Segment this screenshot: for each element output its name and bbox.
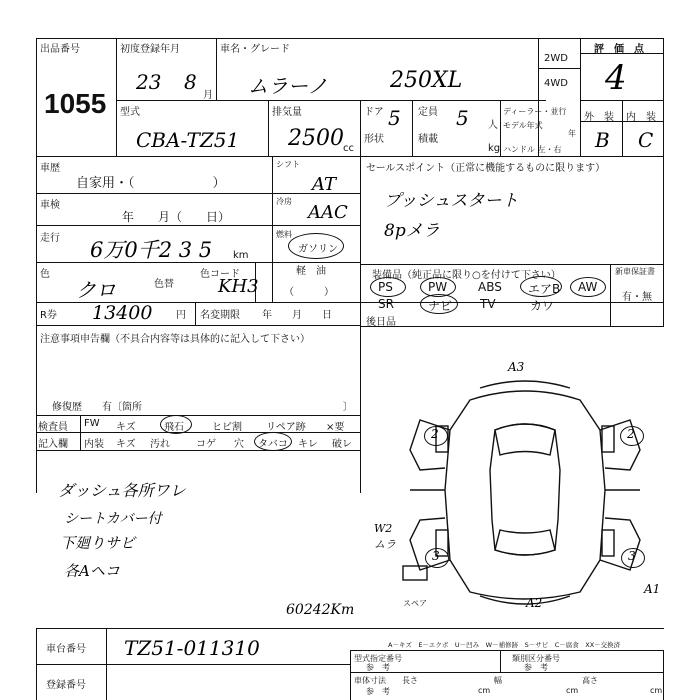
diagram-label-w2: W2 [374, 522, 393, 535]
model-code: CBA-TZ51 [136, 128, 240, 152]
line-equipment [360, 264, 664, 265]
vline-score [580, 38, 581, 156]
vline-model [268, 100, 269, 156]
circle-aw [570, 277, 606, 297]
circle-airbag [520, 276, 562, 297]
yen-unit: 円 [176, 310, 186, 321]
rear-seat-label: 後日品 [366, 317, 396, 328]
disp-label: 排気量 [272, 107, 302, 118]
diagram-label-a1: A1 [644, 582, 661, 596]
height-cm: cm [650, 686, 663, 695]
insp-r2-0: キズ [116, 439, 136, 450]
score-label: 評 価 点 [594, 44, 644, 55]
load-label: 積載 [418, 134, 438, 145]
displacement: 2500 [288, 126, 344, 151]
vline-middle [360, 156, 361, 493]
capacity-label: 定員 [418, 107, 438, 118]
insp-r2-1: 汚れ [150, 439, 170, 450]
circle-tobacco [254, 432, 292, 451]
vline-bottom-left [36, 628, 37, 700]
insp-fw: FW [84, 418, 100, 429]
capacity-value: 5 [456, 106, 469, 130]
equipment-label: 装備品（純正品に限り○を付けて下さい） [372, 270, 561, 281]
color-value: クロ [76, 278, 116, 302]
equip-sr: SR [378, 297, 394, 311]
cc-unit: cc [343, 143, 354, 154]
warranty-label: 新車保証書 [615, 267, 655, 276]
diagram-label-3-left: 3 [432, 549, 440, 563]
note-3: 下廻りサビ [60, 534, 136, 552]
dealer-label: ディーラー・並行 [503, 107, 567, 116]
line-notes [36, 415, 360, 416]
persons-unit: 人 [488, 120, 498, 131]
car-diagram [400, 360, 650, 620]
car-name: ムラーノ [248, 74, 328, 98]
shift-value: AT [312, 174, 337, 195]
line-drive [538, 68, 580, 69]
body-dimension-ref: 参 考 [366, 687, 390, 696]
diagram-label-mura: ムラ [374, 538, 396, 551]
vline-recycle [195, 302, 196, 325]
registration-label: 登録番号 [46, 680, 86, 691]
line-shaken [36, 225, 360, 226]
fuel-diesel: 軽 油 [296, 266, 326, 277]
body-dimension-label: 車体寸法 [354, 676, 386, 685]
line-spec [350, 672, 664, 673]
km-unit: km [233, 250, 249, 261]
sales-label: セールスポイント（正常に機能するものに限ります） [366, 163, 606, 174]
insp-r1-1: 飛石 [164, 422, 184, 433]
color-code: KH3 [218, 276, 259, 297]
lot-number: 1055 [44, 88, 107, 119]
equip-abs: ABS [478, 280, 502, 294]
sales-line1: プッシュスタート [384, 191, 519, 211]
equip-leather: カワ [530, 299, 555, 313]
name-change-label: 名変期限 [200, 310, 240, 321]
insp-r2-5: キレ [298, 439, 318, 450]
diagram-label-spare: スペア [403, 599, 427, 608]
circle-ps [370, 277, 406, 297]
diagram-label-3-right: 3 [628, 549, 636, 563]
equip-airbag: エアB [528, 282, 561, 296]
model-designation-label: 型式指定番号 [354, 654, 402, 663]
insp-r1-2: ヒビ割 [212, 422, 242, 433]
circle-stone [160, 415, 192, 434]
fuel-label: 燃料 [276, 230, 292, 239]
score-value: 4 [605, 58, 627, 98]
model-designation-ref: 参 考 [366, 663, 390, 672]
diagram-label-2-right: 2 [627, 427, 635, 441]
note-2: シートカバー付 [64, 511, 162, 527]
history-label: 車歴 [40, 163, 60, 174]
grade: 250XL [390, 68, 463, 93]
line-row2 [116, 100, 546, 101]
border-right2 [663, 156, 664, 326]
line-bottom-mid [36, 664, 350, 665]
inspector-label1: 検査員 [38, 422, 68, 433]
equip-navi: ナビ [428, 299, 453, 313]
class-ref: 参 考 [524, 663, 548, 672]
color-code-label: 色コード [200, 269, 240, 280]
insp-r2-3: 穴 [234, 439, 244, 450]
shaken-label: 車検 [40, 200, 60, 211]
chassis-label: 車台番号 [46, 644, 86, 655]
mileage-label: 走行 [40, 233, 60, 244]
handle-label: ハンドル 左・右 [503, 145, 562, 154]
border-left [36, 38, 37, 493]
first-reg-label: 初度登録年月 [120, 44, 180, 55]
line-legend [350, 650, 664, 651]
sales-line2: 8pメラ [384, 221, 440, 241]
history-value: 自家用・（ ） [76, 176, 226, 191]
diagram-label-a2: A2 [526, 596, 543, 610]
diagram-label-2-left: 2 [431, 427, 439, 441]
inspector-label2: 記入欄 [38, 439, 68, 450]
color-label: 色 [40, 269, 50, 280]
vline-warranty [610, 264, 611, 326]
vline-disp [360, 100, 361, 156]
insp-r1-4: ×要 [326, 422, 345, 433]
insp-r2-6: 破レ [332, 439, 352, 450]
note-1: ダッシュ各所ワレ [58, 481, 186, 500]
exterior-grade: B [595, 128, 610, 152]
interior-grade: C [638, 128, 654, 152]
vline-cap [500, 100, 501, 156]
notes-label: 注意事項申告欄（不具合内容等は具体的に記入して下さい） [40, 334, 310, 345]
line-rear [360, 326, 664, 327]
repair-label: 修復歴 有〔箇所 [52, 402, 142, 413]
line-insp2 [36, 450, 360, 451]
circle-navi [420, 294, 458, 314]
first-reg-month: 8 [184, 70, 197, 94]
repaint-label: 色替 [154, 279, 174, 290]
line-row3 [36, 156, 664, 157]
lot-label: 出品番号 [40, 44, 80, 55]
vline-reg [216, 38, 217, 100]
repair-close: 〕 [343, 402, 353, 413]
insp-r2-4: タバコ [258, 439, 288, 450]
insp-inside: 内装 [84, 439, 104, 450]
odometer-note: 60242Km [286, 602, 355, 618]
diagram-label-a3: A3 [508, 360, 525, 374]
line-recycle [36, 325, 360, 326]
vline-bottom-right2 [663, 650, 664, 700]
equip-ps: PS [378, 280, 393, 294]
length-label: 長さ [402, 676, 418, 685]
interior-label: 内 装 [626, 112, 656, 123]
width-cm: cm [566, 686, 579, 695]
vline-door [412, 100, 413, 156]
border-right [663, 38, 664, 156]
insp-r1-3: リペア跡 [266, 422, 306, 433]
insp-r2-2: コゲ [196, 439, 216, 450]
width-label: 幅 [494, 676, 502, 685]
shift-label: シフト [276, 160, 300, 169]
insp-r1-0: キズ [116, 422, 136, 433]
damage-legend: A－キズ E－エクボ U－凹み W－補修跡 S－サビ C－腐食 XX－交換済 [388, 641, 621, 649]
line-bottom-top [36, 628, 664, 629]
name-change-date: 年 月 日 [262, 310, 332, 321]
shape-label: 形状 [364, 134, 384, 145]
vline-bottom-label [106, 628, 107, 700]
drive-2wd: 2WD [544, 53, 568, 64]
fuel-other: （ ） [284, 287, 334, 298]
mileage-value: 6万0千2 3 5 [90, 238, 213, 262]
height-label: 高さ [582, 676, 598, 685]
model-label: 型式 [120, 107, 140, 118]
border-top [36, 38, 664, 39]
vline-bottom-right [350, 650, 351, 700]
shaken-value: 年 月（ 日） [122, 210, 231, 224]
recycle-label: R券 [40, 310, 57, 321]
fuel-circle [288, 233, 344, 259]
vline-shift [272, 156, 273, 303]
name-grade-label: 車名・グレード [220, 44, 290, 55]
vline-lot [116, 38, 117, 156]
line-insp1 [36, 432, 360, 433]
doors-value: 5 [388, 106, 401, 130]
exterior-label: 外 装 [584, 112, 614, 123]
ac-label: 冷房 [276, 197, 292, 206]
vline-drive [538, 38, 539, 156]
equip-tv: TV [480, 297, 496, 311]
ac-value: AAC [308, 202, 348, 223]
doors-label: ドア [364, 107, 384, 118]
vline-ext [622, 100, 623, 156]
note-4: 各Aヘコ [64, 562, 120, 580]
month-unit: 月 [203, 90, 213, 101]
recycle-value: 13400 [92, 302, 153, 324]
chassis-number: TZ51-011310 [124, 636, 260, 660]
length-cm: cm [478, 686, 491, 695]
first-reg-year: 23 [136, 70, 162, 94]
drive-4wd: 4WD [544, 78, 568, 89]
warranty-value: 有・無 [622, 292, 652, 303]
class-label: 類別区分番号 [512, 654, 560, 663]
year-unit: 年 [568, 129, 576, 138]
equip-aw: AW [578, 280, 598, 294]
vline-insp [80, 415, 81, 450]
model-year-label: モデル年式 [503, 121, 543, 130]
vline-class [500, 650, 501, 672]
equip-pw: PW [428, 280, 448, 294]
fuel-gasoline: ガソリン [298, 244, 338, 255]
kg-unit: kg [488, 143, 501, 154]
